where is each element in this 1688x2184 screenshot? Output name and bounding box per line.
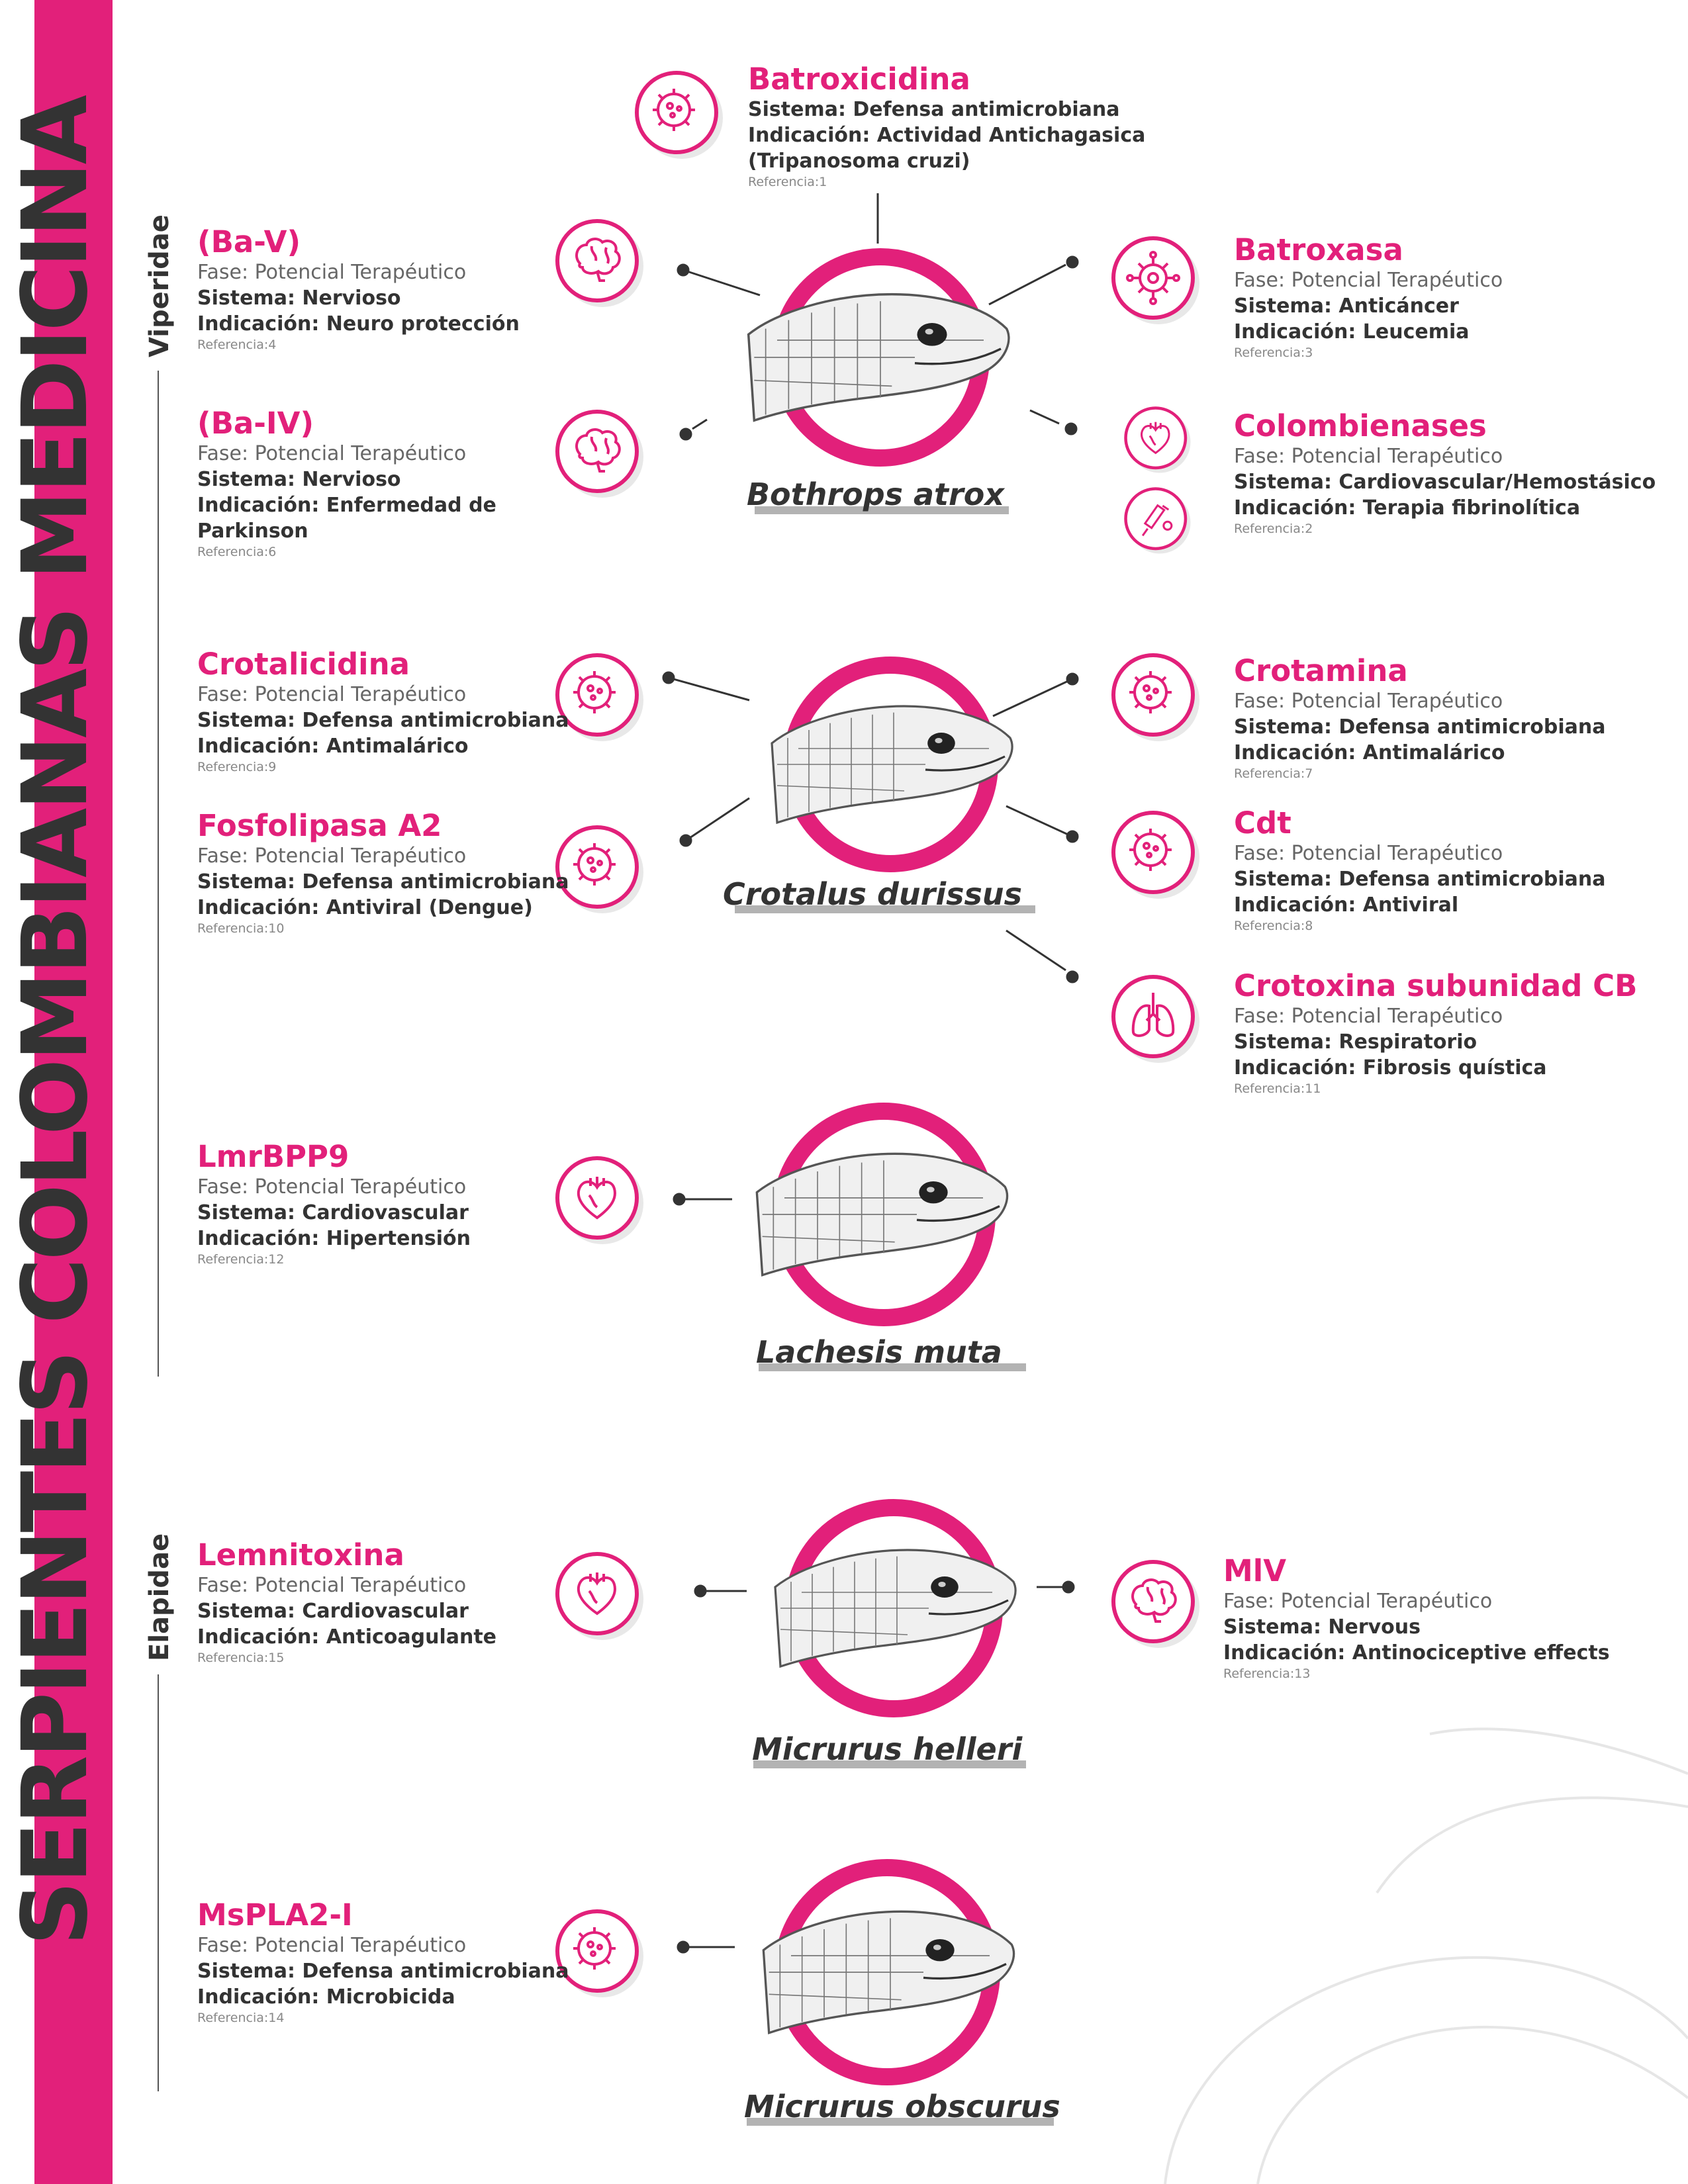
syringe-icon: [1123, 486, 1192, 555]
compound-fase: Fase: Potencial Terapéutico: [197, 442, 467, 465]
compound-reference: Referencia:11: [1234, 1081, 1321, 1096]
compound-reference: Referencia:3: [1234, 345, 1313, 360]
compound-card-crotalicidina: [197, 647, 569, 775]
compound-reference: Referencia:9: [197, 760, 277, 774]
cancer-cell-icon: [1109, 234, 1201, 326]
compound-fase: Fase: Potencial Terapéutico: [1234, 269, 1503, 292]
page-title: SERPIENTES COLOMBIANAS MEDICINA: [3, 97, 108, 1946]
compound-reference: Referencia:6: [197, 545, 277, 559]
compound-indicacion: Indicación: Terapia fibrinolítica: [1234, 496, 1581, 520]
lungs-icon: [1109, 973, 1201, 1064]
compound-sistema: Sistema: Nervioso: [197, 468, 401, 491]
snake-illustration-micrurus-obscurus: [728, 1853, 1046, 2091]
compound-indicacion: Indicación: Hipertensión: [197, 1227, 471, 1250]
bacteria-icon: [1109, 809, 1201, 900]
compound-fase: Fase: Potencial Terapéutico: [1223, 1590, 1493, 1613]
compound-fase: Fase: Potencial Terapéutico: [197, 1175, 467, 1199]
compound-sistema: Sistema: Nervous: [1223, 1615, 1421, 1639]
compound-card-ba-v: [197, 225, 520, 353]
compound-title: Cdt: [1234, 805, 1291, 841]
compound-card-batroxicidina: [748, 62, 1145, 190]
species-name-micrurus-obscurus: Micrurus obscurus: [744, 2089, 1060, 2124]
compound-indicacion-cont: (Tripanosoma cruzi): [748, 150, 970, 173]
compound-indicacion: Indicación: Actividad Antichagasica: [748, 124, 1146, 147]
compound-reference: Referencia:15: [197, 1651, 285, 1665]
compound-fase: Fase: Potencial Terapéutico: [1234, 842, 1503, 865]
compound-sistema: Sistema: Defensa antimicrobiana: [197, 709, 569, 732]
compound-reference: Referencia:8: [1234, 919, 1313, 933]
compound-card-cdt: [1234, 806, 1606, 934]
compound-sistema: Sistema: Anticáncer: [1234, 295, 1459, 318]
compound-indicacion: Indicación: Antimalárico: [197, 735, 469, 758]
compound-title: Fosfolipasa A2: [197, 808, 442, 843]
heart-icon: [553, 1550, 645, 1641]
compound-reference: Referencia:4: [197, 338, 277, 352]
compound-card-lemnitoxina: [197, 1538, 496, 1666]
compound-sistema: Sistema: Defensa antimicrobiana: [1234, 868, 1606, 891]
compound-card-ba-iv: [197, 406, 496, 560]
bacteria-icon: [633, 69, 724, 160]
compound-indicacion: Indicación: Microbicida: [197, 1985, 455, 2009]
compound-fase: Fase: Potencial Terapéutico: [197, 1934, 467, 1957]
compound-indicacion: Indicación: Leucemia: [1234, 320, 1470, 343]
compound-sistema: Sistema: Respiratorio: [1234, 1030, 1477, 1054]
compound-title: Batroxicidina: [748, 62, 970, 97]
compound-card-mlv: [1223, 1554, 1610, 1682]
compound-sistema: Sistema: Defensa antimicrobiana: [197, 870, 569, 893]
snake-illustration-micrurus-helleri: [741, 1496, 1046, 1721]
species-name-lachesis-muta: Lachesis muta: [756, 1334, 1002, 1370]
compound-fase: Fase: Potencial Terapéutico: [197, 844, 467, 868]
compound-reference: Referencia:14: [197, 2011, 285, 2025]
brain-icon: [1109, 1558, 1201, 1649]
compound-reference: Referencia:12: [197, 1252, 285, 1267]
compound-fase: Fase: Potencial Terapéutico: [1234, 445, 1503, 468]
compound-reference: Referencia:2: [1234, 522, 1313, 536]
species-name-micrurus-helleri: Micrurus helleri: [752, 1731, 1023, 1767]
compound-sistema: Sistema: Cardiovascular: [197, 1201, 469, 1224]
compound-sistema: Sistema: Cardiovascular: [197, 1600, 469, 1623]
compound-title: Lemnitoxina: [197, 1537, 404, 1572]
compound-indicacion: Indicación: Antiviral (Dengue): [197, 896, 533, 919]
compound-indicacion: Indicación: Neuro protección: [197, 312, 520, 336]
compound-title: Batroxasa: [1234, 232, 1403, 267]
compound-fase: Fase: Potencial Terapéutico: [1234, 1005, 1503, 1028]
compound-title: MlV: [1223, 1553, 1287, 1588]
compound-sistema: Sistema: Nervioso: [197, 287, 401, 310]
compound-indicacion-cont: Parkinson: [197, 520, 308, 543]
compound-fase: Fase: Potencial Terapéutico: [197, 683, 467, 706]
compound-reference: Referencia:1: [748, 175, 827, 189]
compound-card-mspla2-i: [197, 1898, 569, 2026]
compound-reference: Referencia:7: [1234, 766, 1313, 781]
compound-card-crotamina: [1234, 654, 1606, 782]
compound-sistema: Sistema: Cardiovascular/Hemostásico: [1234, 471, 1656, 494]
compound-reference: Referencia:13: [1223, 1666, 1311, 1681]
compound-sistema: Sistema: Defensa antimicrobiana: [1234, 715, 1606, 739]
snake-illustration-bothrops-atrox: [715, 245, 1046, 470]
brain-icon: [553, 217, 645, 308]
compound-indicacion: Indicación: Antinociceptive effects: [1223, 1641, 1610, 1664]
compound-title: Crotalicidina: [197, 647, 410, 682]
compound-title: (Ba-IV): [197, 406, 314, 441]
compound-title: Colombienases: [1234, 408, 1487, 443]
compound-reference: Referencia:10: [197, 921, 285, 936]
compound-fase: Fase: Potencial Terapéutico: [197, 261, 467, 284]
compound-indicacion: Indicación: Fibrosis quística: [1234, 1056, 1547, 1079]
heart-icon: [553, 1154, 645, 1246]
compound-fase: Fase: Potencial Terapéutico: [1234, 690, 1503, 713]
compound-sistema: Sistema: Defensa antimicrobiana: [197, 1960, 569, 1983]
compound-indicacion: Indicación: Anticoagulante: [197, 1625, 497, 1649]
brain-icon: [553, 408, 645, 499]
compound-indicacion: Indicación: Enfermedad de: [197, 494, 496, 517]
compound-title: Crotamina: [1234, 653, 1408, 688]
compound-card-colombienases: [1234, 409, 1656, 537]
snake-illustration-lachesis-muta: [722, 1099, 1039, 1330]
compound-indicacion: Indicación: Antimalárico: [1234, 741, 1505, 764]
compound-title: LmrBPP9: [197, 1139, 350, 1174]
heart-icon: [1123, 405, 1192, 474]
compound-card-fosfolipasa-a2: [197, 809, 569, 936]
bacteria-icon: [1109, 651, 1201, 743]
snake-illustration-crotalus-durissus: [728, 655, 1046, 874]
compound-sistema: Sistema: Defensa antimicrobiana: [748, 98, 1120, 121]
compound-card-lmrbpp9: [197, 1140, 471, 1267]
snake-scale-watermark: [1125, 1694, 1688, 2184]
compound-fase: Fase: Potencial Terapéutico: [197, 1574, 467, 1597]
species-name-crotalus-durissus: Crotalus durissus: [723, 876, 1023, 912]
compound-title: (Ba-V): [197, 224, 301, 259]
compound-title: Crotoxina subunidad CB: [1234, 968, 1638, 1003]
family-label-elapidae: Elapidae: [144, 1533, 175, 1661]
family-label-viperidae: Viperidae: [144, 214, 175, 357]
compound-title: MsPLA2-I: [197, 1897, 353, 1933]
compound-card-crotoxina: [1234, 969, 1637, 1097]
compound-card-batroxasa: [1234, 233, 1503, 361]
compound-indicacion: Indicación: Antiviral: [1234, 893, 1459, 917]
species-name-bothrops-atrox: Bothrops atrox: [747, 477, 1005, 512]
